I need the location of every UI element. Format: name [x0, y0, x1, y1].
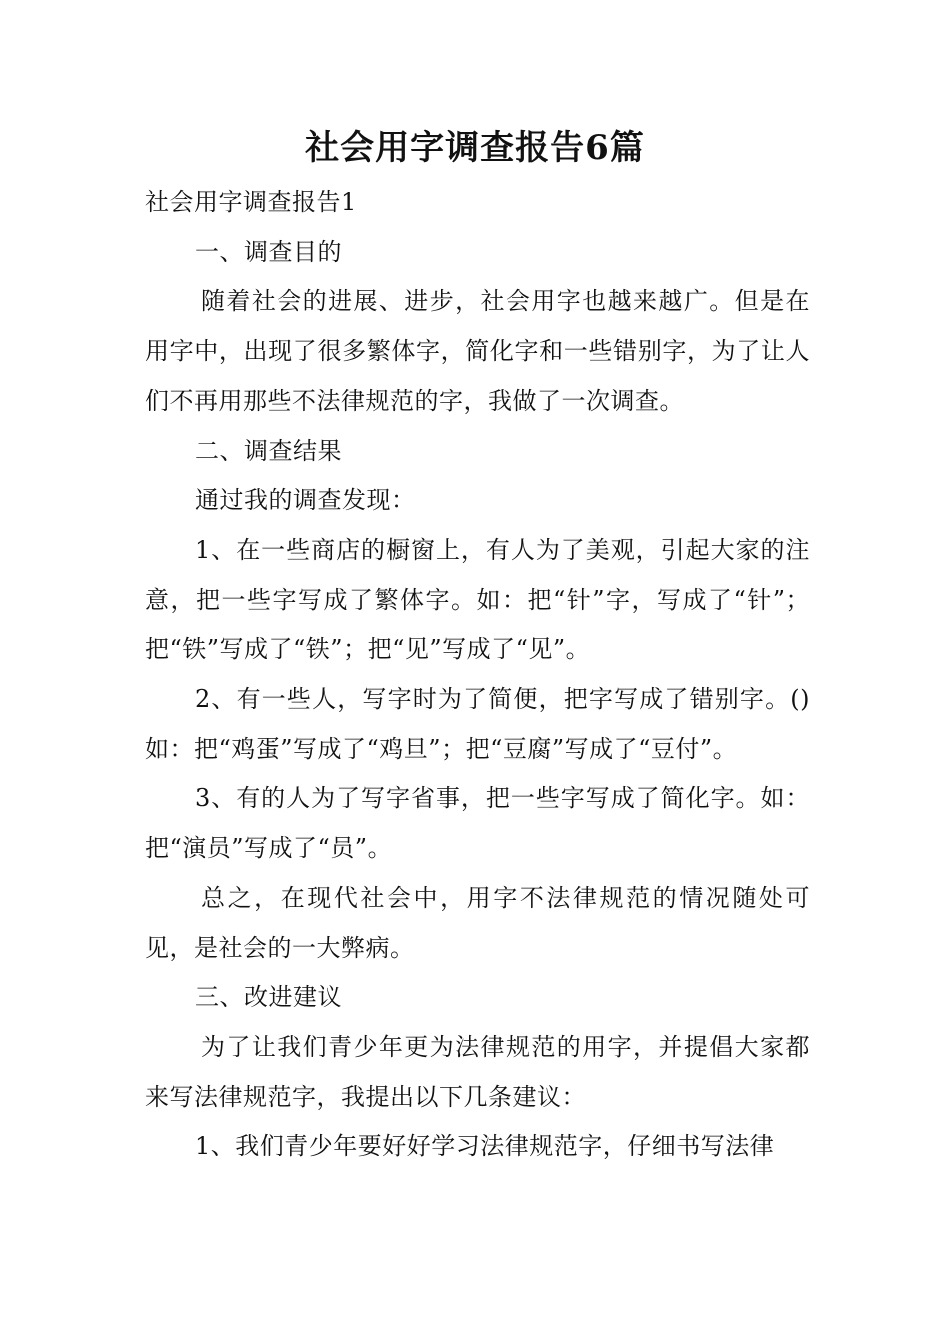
section-heading: 社会用字调查报告1 — [145, 188, 357, 216]
document-title: 社会用字调查报告6篇 — [305, 128, 645, 168]
body-paragraph: 随着社会的进展、进步，社会用字也越来越广。但是在用字中，出现了很多繁体字，简化字和一些错别字，为了让人们不再用那些不法律规范的字，我做了一次调查。 — [145, 287, 810, 415]
subsection-heading: 一、调查目的 — [195, 237, 342, 266]
document-body — [145, 178, 810, 1172]
subsection-heading: 二、调查结果 — [195, 436, 342, 465]
body-paragraph: 通过我的调查发现： — [195, 486, 416, 515]
body-paragraph: 1、在一些商店的橱窗上，有人为了美观，引起大家的注意，把一些字写成了繁体字。如：把“针”字，写成了“针”；把“铁”写成了“铁”；把“见”写成了“见”。 — [145, 535, 810, 664]
body-paragraph: 总之，在现代社会中，用字不法律规范的情况随处可见，是社会的一大弊病。 — [145, 883, 810, 962]
body-paragraph: 2、有一些人，写字时为了简便，把字写成了错别字。()如：把“鸡蛋”写成了“鸡旦”；把“豆腐”写成了“豆付”。 — [145, 685, 810, 763]
body-paragraph: 为了让我们青少年更为法律规范的用字，并提倡大家都来写法律规范字，我提出以下几条建议： — [145, 1032, 810, 1111]
body-paragraph: 1、我们青少年要好好学习法律规范字，仔细书写法律 — [195, 1132, 775, 1161]
subsection-heading: 三、改进建议 — [195, 983, 342, 1012]
body-paragraph: 3、有的人为了写字省事，把一些字写成了简化字。如：把“演员”写成了“员”。 — [145, 784, 810, 863]
